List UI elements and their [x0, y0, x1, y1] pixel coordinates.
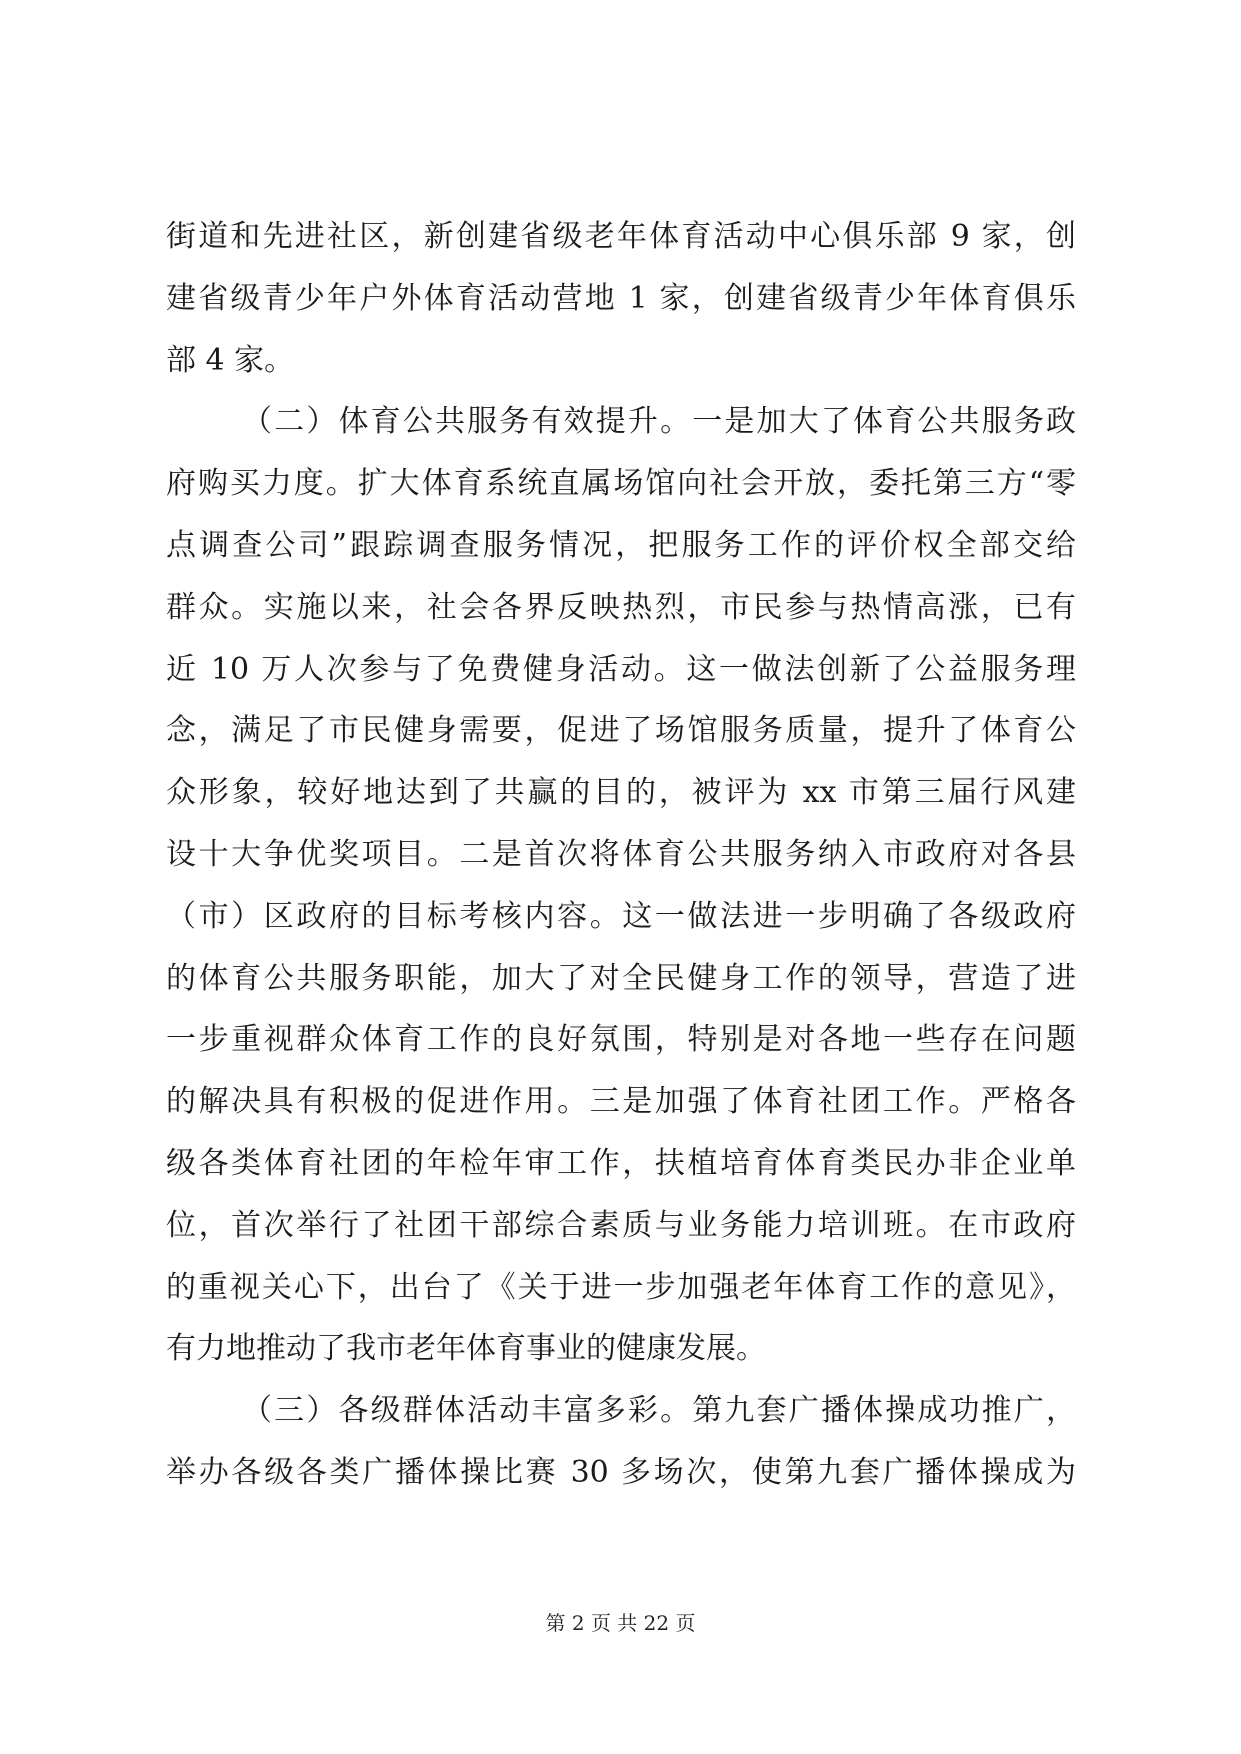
text-line: 设十大争优奖项目。二是首次将体育公共服务纳入市政府对各县: [166, 836, 1076, 872]
text-line: 众形象，较好地达到了共赢的目的，被评为 xx 市第三届行风建: [166, 775, 1076, 811]
text-line: 街道和先进社区，新创建省级老年体育活动中心俱乐部 9 家，创: [166, 219, 1076, 254]
text-line: 念，满足了市民健身需要，促进了场馆服务质量，提升了体育公: [166, 713, 1076, 749]
text-line: 的体育公共服务职能，加大了对全民健身工作的领导，营造了进: [166, 960, 1076, 996]
text-line: 近 10 万人次参与了免费健身活动。这一做法创新了公益服务理: [166, 651, 1076, 687]
page-footer: 第 2 页 共 22 页: [545, 1611, 696, 1635]
text-line: （三）各级群体活动丰富多彩。第九套广播体操成功推广，: [242, 1393, 1076, 1429]
text-line: 点调查公司”跟踪调查服务情况，把服务工作的评价权全部交给: [166, 527, 1076, 563]
text-line: 有力地推动了我市老年体育事业的健康发展。: [166, 1331, 766, 1367]
text-line: （市）区政府的目标考核内容。这一做法进一步明确了各级政府: [166, 898, 1076, 934]
text-line: 部 4 家。: [166, 342, 295, 378]
text-line: 的解决具有积极的促进作用。三是加强了体育社团工作。严格各: [166, 1084, 1076, 1120]
text-line: 群众。实施以来，社会各界反映热烈，市民参与热情高涨，已有: [166, 589, 1076, 625]
document-body: [166, 206, 1076, 1504]
text-line: 府购买力度。扩大体育系统直属场馆向社会开放，委托第三方“零: [166, 466, 1076, 502]
text-line: 的重视关心下，出台了《关于进一步加强老年体育工作的意见》，: [166, 1269, 1076, 1305]
text-line: （二）体育公共服务有效提升。一是加大了体育公共服务政: [242, 404, 1076, 440]
text-line: 一步重视群众体育工作的良好氛围，特别是对各地一些存在问题: [166, 1022, 1076, 1058]
text-line: 举办各级各类广播体操比赛 30 多场次，使第九套广播体操成为: [166, 1454, 1076, 1490]
text-line: 级各类体育社团的年检年审工作，扶植培育体育类民办非企业单: [166, 1145, 1076, 1181]
text-line: 位，首次举行了社团干部综合素质与业务能力培训班。在市政府: [166, 1207, 1076, 1243]
text-line: 建省级青少年户外体育活动营地 1 家，创建省级青少年体育俱乐: [166, 280, 1076, 316]
